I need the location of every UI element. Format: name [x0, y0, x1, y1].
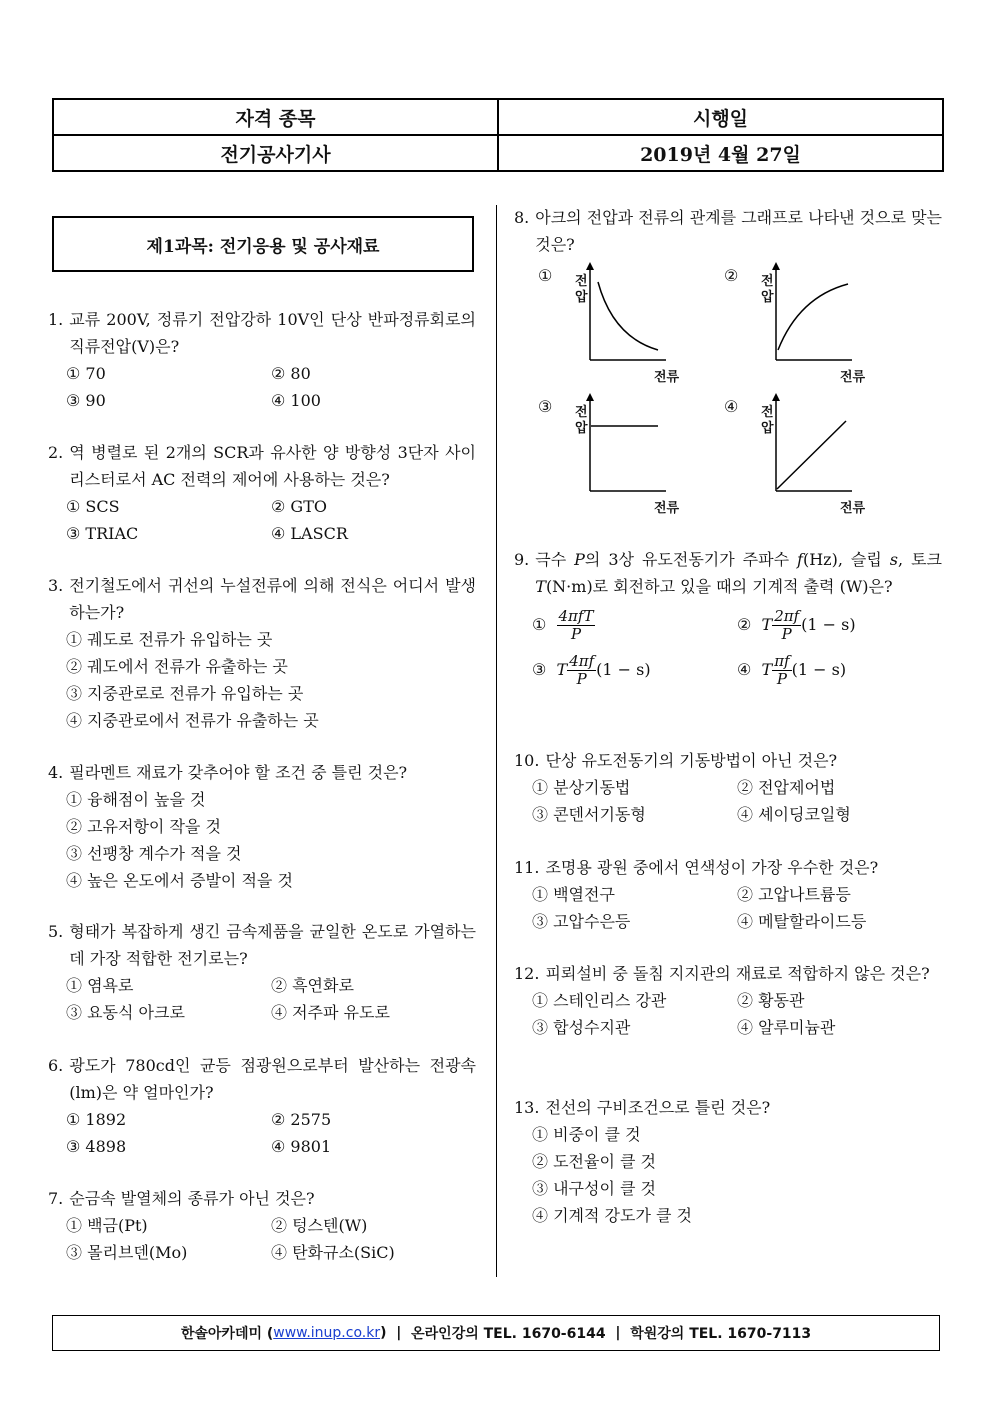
header-col1-value: 전기공사기사 — [53, 135, 498, 171]
option[interactable]: ② 고유저항이 작을 것 — [66, 817, 221, 836]
header-col2-value: 2019년 4월 27일 — [498, 135, 943, 171]
footer-separator: | — [615, 1325, 621, 1341]
formula-fraction: $\frac{4\pi f}{P}$ — [569, 652, 595, 688]
option[interactable]: ① 비중이 클 것 — [532, 1125, 641, 1144]
question-number: 10. — [514, 751, 540, 770]
footer — [52, 1315, 940, 1351]
question-text: 형태가 복잡하게 생긴 금속제품을 균일한 온도로 가열하는데 가장 적합한 전기로는? — [69, 922, 476, 968]
question-number: 11. — [514, 858, 540, 877]
question-number: 12. — [514, 964, 540, 983]
option[interactable]: ③ 선팽창 계수가 적을 것 — [66, 844, 242, 863]
option[interactable]: ④ 9801 — [271, 1137, 332, 1156]
option[interactable]: ① SCS — [66, 497, 120, 516]
option[interactable]: ② 황동관 — [737, 991, 805, 1010]
option[interactable]: ① 70 — [66, 364, 106, 383]
question-number: 7. — [48, 1189, 64, 1208]
graph-xlabel: 전류 — [840, 501, 866, 516]
option[interactable]: ③ 90 — [66, 391, 106, 410]
question-2 — [48, 439, 476, 547]
formula-fraction: $\frac{\text{4πfT}}{P}$ — [558, 607, 594, 643]
header-col1-title: 자격 종목 — [53, 99, 498, 135]
question-text: 단상 유도전동기의 기동방법이 아닌 것은? — [545, 751, 838, 770]
option[interactable]: ④ 100 — [271, 391, 321, 410]
question-10 — [514, 747, 942, 828]
option[interactable]: ① $\frac{\text{4πfT}}{P}$ — [532, 607, 594, 643]
option[interactable]: ② 고압나트륨등 — [737, 885, 851, 904]
option[interactable]: ③ 내구성이 클 것 — [532, 1179, 656, 1198]
formula-fraction: $\frac{\pi f}{P}$ — [774, 652, 790, 688]
question-8 — [514, 204, 942, 528]
question-number: 4. — [48, 763, 64, 782]
option[interactable]: ② T $\frac{2\pi f}{P}$ (1 − s) — [737, 607, 856, 643]
graph-ylabel: 전압 — [575, 405, 588, 436]
option-mark: ① — [538, 266, 553, 285]
column-divider — [496, 205, 497, 1277]
option[interactable]: ② 도전율이 클 것 — [532, 1152, 656, 1171]
question-number: 2. — [48, 443, 64, 462]
question-text: 전기철도에서 귀선의 누설전류에 의해 전식은 어디서 발생하는가? — [69, 576, 476, 622]
question-11 — [514, 854, 942, 935]
option[interactable]: ④ 기계적 강도가 클 것 — [532, 1206, 692, 1225]
question-number: 8. — [514, 208, 530, 227]
option[interactable]: ④ LASCR — [271, 524, 348, 543]
option[interactable]: ④ 알루미늄관 — [737, 1018, 836, 1037]
option[interactable]: ② 전압제어법 — [737, 778, 836, 797]
footer-academy: 한솔아카데미 ( — [180, 1326, 274, 1342]
option-mark: ③ — [538, 397, 553, 416]
question-1 — [48, 306, 476, 414]
question-number: 5. — [48, 922, 64, 941]
question-text: 광도가 780cd인 균등 점광원으로부터 발산하는 전광속(lm)은 약 얼마인가? — [69, 1056, 476, 1102]
option[interactable]: ③ 지중관로로 전류가 유입하는 곳 — [66, 684, 304, 703]
option[interactable]: ① 분상기동법 — [532, 778, 631, 797]
option[interactable]: ① 백금(Pt) — [66, 1216, 148, 1235]
option-mark: ② — [724, 266, 739, 285]
graph-xlabel: 전류 — [654, 501, 680, 516]
header-col2-title: 시행일 — [498, 99, 943, 135]
option[interactable]: ③ 4898 — [66, 1137, 127, 1156]
question-number: 13. — [514, 1098, 540, 1117]
question-6 — [48, 1052, 476, 1160]
option[interactable]: ① 백열전구 — [532, 885, 615, 904]
question-text: 순금속 발열체의 종류가 아닌 것은? — [69, 1189, 315, 1208]
question-number: 9. — [514, 550, 530, 569]
graph-ylabel: 전압 — [761, 405, 774, 436]
question-13 — [514, 1094, 942, 1229]
graph-options — [514, 258, 942, 528]
question-text: 아크의 전압과 전류의 관계를 그래프로 나타낸 것으로 맞는 것은? — [535, 208, 942, 254]
formula-fraction: $\frac{2\pi f}{P}$ — [774, 607, 800, 643]
option[interactable]: ③ 요동식 아크로 — [66, 1003, 185, 1022]
header-table — [52, 98, 944, 172]
option[interactable]: ① 1892 — [66, 1110, 127, 1129]
question-12 — [514, 960, 942, 1041]
option[interactable]: ③ 콘덴서기동형 — [532, 805, 646, 824]
subject-title: 제1과목: 전기응용 및 공사재료 — [146, 236, 380, 257]
option[interactable]: ④ 저주파 유도로 — [271, 1003, 390, 1022]
question-5 — [48, 918, 476, 1026]
option[interactable]: ④ T $\frac{\pi f}{P}$ (1 − s) — [737, 652, 847, 688]
question-9 — [514, 546, 942, 688]
footer-offline-tel: 학원강의 TEL. 1670-7113 — [630, 1326, 812, 1342]
option[interactable]: ② 흑연화로 — [271, 976, 354, 995]
footer-online-tel: 온라인강의 TEL. 1670-6144 — [411, 1326, 606, 1342]
option[interactable]: ③ 합성수지관 — [532, 1018, 631, 1037]
question-text: 교류 200V, 정류기 전압강하 10V인 단상 반파정류회로의 직류전압(V)은? — [69, 310, 476, 356]
question-number: 6. — [48, 1056, 64, 1075]
option[interactable]: ② 궤도에서 전류가 유출하는 곳 — [66, 657, 288, 676]
footer-separator: | — [396, 1325, 402, 1341]
option[interactable]: ④ 지중관로에서 전류가 유출하는 곳 — [66, 711, 319, 730]
option[interactable]: ③ TRIAC — [66, 524, 139, 543]
graph-xlabel: 전류 — [840, 370, 866, 385]
option[interactable]: ① 염욕로 — [66, 976, 134, 995]
question-text: 역 병렬로 된 2개의 SCR과 유사한 양 방향성 3단자 사이리스터로서 AC 전력의 제어에 사용하는 것은? — [69, 443, 476, 489]
option[interactable]: ④ 높은 온도에서 증발이 적을 것 — [66, 871, 293, 890]
option[interactable]: ④ 메탈할라이드등 — [737, 912, 867, 931]
question-number: 3. — [48, 576, 64, 595]
graph-ylabel: 전압 — [575, 274, 588, 305]
question-text: 필라멘트 재료가 갖추어야 할 조건 중 틀린 것은? — [69, 763, 408, 782]
option[interactable]: ② 텅스텐(W) — [271, 1216, 368, 1235]
question-number: 1. — [48, 310, 64, 329]
question-4 — [48, 759, 476, 894]
question-7 — [48, 1185, 476, 1266]
option[interactable]: ④ 셰이딩코일형 — [737, 805, 851, 824]
option[interactable]: ① 융해점이 높을 것 — [66, 790, 206, 809]
option-mark: ④ — [724, 397, 739, 416]
question-text: 전선의 구비조건으로 틀린 것은? — [545, 1098, 771, 1117]
graph-option-2[interactable] — [724, 262, 904, 387]
option[interactable]: ① 스테인리스 강관 — [532, 991, 667, 1010]
option[interactable]: ④ 탄화규소(SiC) — [271, 1243, 395, 1262]
option[interactable]: ② GTO — [271, 497, 327, 516]
graph-option-3[interactable] — [538, 393, 718, 518]
question-text: 조명용 광원 중에서 연색성이 가장 우수한 것은? — [545, 858, 879, 877]
footer-close-paren: ) — [380, 1325, 387, 1341]
graph-xlabel: 전류 — [654, 370, 680, 385]
graph-option-1[interactable] — [538, 262, 718, 387]
question-text: 극수 P의 3상 유도전동기가 주파수 f(Hz), 슬립 s, 토크 T(N·m)로 회전하고 있을 때의 기계적 출력 (W)은? — [535, 550, 942, 596]
footer-url-link[interactable]: www.inup.co.kr — [273, 1325, 381, 1341]
option[interactable]: ③ T $\frac{4\pi f}{P}$ (1 − s) — [532, 652, 651, 688]
graph-option-4[interactable] — [724, 393, 904, 518]
option[interactable]: ③ 몰리브덴(Mo) — [66, 1243, 188, 1262]
graph-ylabel: 전압 — [761, 274, 774, 305]
question-3 — [48, 572, 476, 734]
option[interactable]: ③ 고압수은등 — [532, 912, 631, 931]
question-text: 피뢰설비 중 돌침 지지관의 재료로 적합하지 않은 것은? — [545, 964, 930, 983]
option[interactable]: ② 2575 — [271, 1110, 332, 1129]
option[interactable]: ② 80 — [271, 364, 311, 383]
option[interactable]: ① 궤도로 전류가 유입하는 곳 — [66, 630, 273, 649]
subject-title-box — [52, 216, 474, 272]
